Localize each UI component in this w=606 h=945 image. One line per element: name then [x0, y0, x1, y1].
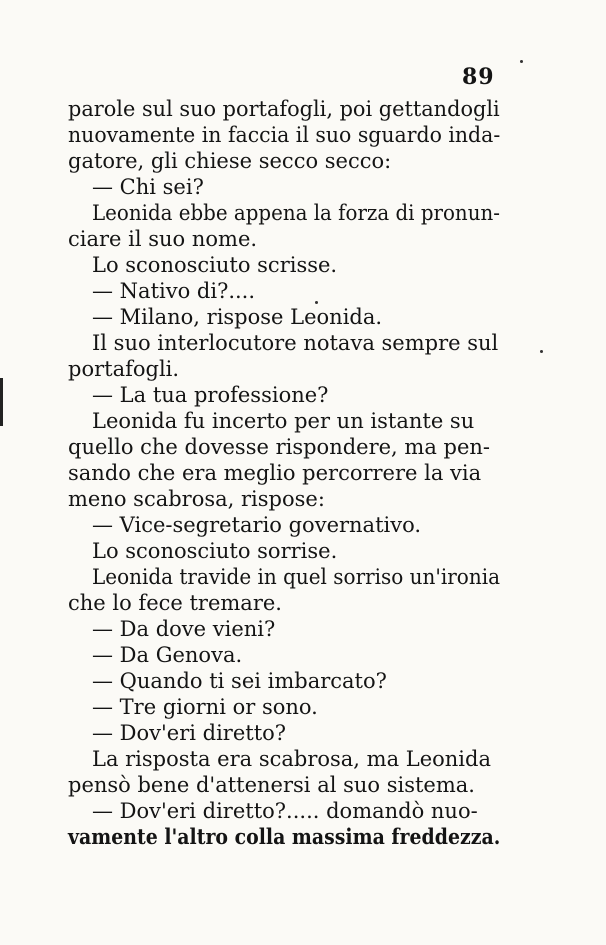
text-line: — Milano, rispose Leonida. — [92, 305, 383, 329]
text-line: Lo sconosciuto sorrise. — [92, 539, 338, 563]
text-line: sando che era meglio percorrere la via — [68, 461, 482, 485]
text-line: — La tua professione? — [92, 383, 329, 407]
ink-speck — [315, 301, 318, 304]
text-line: — Da dove vieni? — [92, 617, 276, 641]
scan-edge-mark — [0, 378, 3, 426]
text-line: — Nativo di?.... — [92, 279, 256, 303]
text-line: — Chi sei? — [92, 175, 204, 199]
text-line: Leonida ebbe appena la forza di pronun- — [92, 201, 500, 225]
text-line: meno scabrosa, rispose: — [68, 487, 325, 511]
text-line: portafogli. — [68, 357, 180, 381]
text-line: — Tre giorni or sono. — [92, 695, 318, 719]
text-line: quello che dovesse rispondere, ma pen- — [68, 435, 490, 459]
text-line: ciare il suo nome. — [68, 227, 258, 251]
text-line: nuovamente in faccia il suo sguardo inda- — [68, 123, 501, 147]
text-line: Leonida travide in quel sorriso un'ironia — [92, 565, 500, 589]
text-line: Lo sconosciuto scrisse. — [92, 253, 338, 277]
text-line: gatore, gli chiese secco secco: — [68, 149, 392, 173]
ink-speck — [540, 350, 543, 353]
text-line: parole sul suo portafogli, poi gettandogli — [68, 97, 500, 121]
ink-speck — [520, 60, 523, 63]
text-line: Leonida fu incerto per un istante su — [92, 409, 475, 433]
text-line: La risposta era scabrosa, ma Leonida — [92, 747, 491, 771]
text-line: — Da Genova. — [92, 643, 243, 667]
page-number: 89 — [462, 64, 495, 90]
text-line: pensò bene d'attenersi al suo sistema. — [68, 773, 475, 797]
text-line: — Vice-segretario governativo. — [92, 513, 422, 537]
text-line: — Quando ti sei imbarcato? — [92, 669, 387, 693]
text-line: Il suo interlocutore notava sempre sul — [92, 331, 499, 355]
text-line: — Dov'eri diretto? — [92, 721, 287, 745]
text-line: vamente l'altro colla massima freddezza. — [68, 824, 501, 849]
text-line: che lo fece tremare. — [68, 591, 282, 615]
text-line: — Dov'eri diretto?..... domandò nuo- — [92, 799, 478, 823]
